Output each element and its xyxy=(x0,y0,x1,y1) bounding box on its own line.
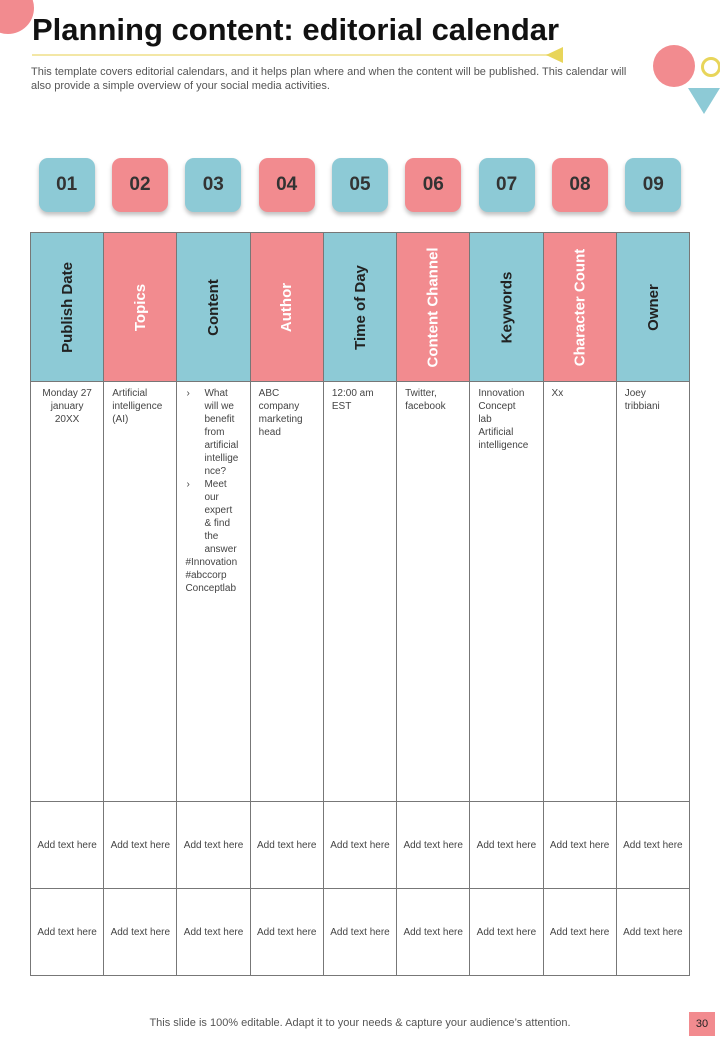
cell-content-channel: Twitter, facebook xyxy=(397,382,470,802)
keyword-line: lab xyxy=(478,414,492,425)
badge-06: 06 xyxy=(405,158,461,212)
cell-owner: Joey tribbiani xyxy=(616,382,689,802)
content-bullet-list xyxy=(185,387,241,556)
content-tag: #Innovation xyxy=(185,557,238,568)
header-content-channel: Content Channel xyxy=(397,233,470,382)
corner-circle-decoration xyxy=(0,0,34,34)
header-row xyxy=(31,233,690,382)
badge-03: 03 xyxy=(185,158,241,212)
header-publish-date: Publish Date xyxy=(31,233,104,382)
placeholder-cell: Add text here xyxy=(250,889,323,976)
table-row xyxy=(31,802,690,889)
pink-circle-decoration xyxy=(653,45,695,87)
title-triangle-decoration xyxy=(546,47,563,63)
cell-content xyxy=(177,382,250,802)
placeholder-cell: Add text here xyxy=(177,889,250,976)
keyword-line: Artificial intelligence xyxy=(478,427,529,451)
cell-character-count: Xx xyxy=(543,382,616,802)
placeholder-cell: Add text here xyxy=(104,889,177,976)
placeholder-cell: Add text here xyxy=(31,889,104,976)
cell-keywords xyxy=(470,382,543,802)
keyword-line: Innovation xyxy=(478,388,525,399)
placeholder-cell: Add text here xyxy=(616,889,689,976)
editorial-calendar-table xyxy=(30,232,690,976)
table-row xyxy=(31,382,690,802)
placeholder-cell: Add text here xyxy=(250,802,323,889)
placeholder-cell: Add text here xyxy=(31,802,104,889)
content-bullet: › Meet our expert & find the answer xyxy=(185,478,241,556)
content-tag: Conceptlab xyxy=(185,583,237,594)
placeholder-cell: Add text here xyxy=(104,802,177,889)
yellow-ring-decoration xyxy=(701,57,720,77)
badge-01: 01 xyxy=(39,158,95,212)
header-character-count: Character Count xyxy=(543,233,616,382)
header-topics: Topics xyxy=(104,233,177,382)
badge-05: 05 xyxy=(332,158,388,212)
column-number-badges xyxy=(30,158,690,212)
header-keywords: Keywords xyxy=(470,233,543,382)
cell-publish-date: Monday 27 january 20XX xyxy=(31,382,104,802)
keyword-line: Concept xyxy=(478,401,516,412)
badge-07: 07 xyxy=(479,158,535,212)
cell-topics: Artificial intelligence (AI) xyxy=(104,382,177,802)
header-content: Content xyxy=(177,233,250,382)
placeholder-cell: Add text here xyxy=(323,802,396,889)
page-title: Planning content: editorial calendar xyxy=(32,12,560,47)
content-tag: #abccorp xyxy=(185,570,227,581)
placeholder-cell: Add text here xyxy=(323,889,396,976)
title-underline xyxy=(32,54,550,56)
page-number: 30 xyxy=(689,1012,715,1036)
badge-08: 08 xyxy=(552,158,608,212)
footer-note: This slide is 100% editable. Adapt it to your needs & capture your audience’s attention. xyxy=(149,1017,571,1029)
placeholder-cell: Add text here xyxy=(470,889,543,976)
header-author: Author xyxy=(250,233,323,382)
placeholder-cell: Add text here xyxy=(543,802,616,889)
placeholder-cell: Add text here xyxy=(397,889,470,976)
blue-triangle-decoration xyxy=(688,88,720,114)
content-bullet: › What will we benefit from artificial intellige nce? xyxy=(185,387,241,478)
badge-04: 04 xyxy=(259,158,315,212)
placeholder-cell: Add text here xyxy=(177,802,250,889)
cell-time-of-day: 12:00 am EST xyxy=(323,382,396,802)
badge-09: 09 xyxy=(625,158,681,212)
header-owner: Owner xyxy=(616,233,689,382)
page-subtitle: This template covers editorial calendars, and it helps plan where and when the content will be published. This calendar will also provide a simple overview of your social media activities. xyxy=(31,66,627,92)
placeholder-cell: Add text here xyxy=(616,802,689,889)
header-time-of-day: Time of Day xyxy=(323,233,396,382)
badge-02: 02 xyxy=(112,158,168,212)
placeholder-cell: Add text here xyxy=(470,802,543,889)
placeholder-cell: Add text here xyxy=(543,889,616,976)
placeholder-cell: Add text here xyxy=(397,802,470,889)
table-row xyxy=(31,889,690,976)
cell-author: ABC company marketing head xyxy=(250,382,323,802)
